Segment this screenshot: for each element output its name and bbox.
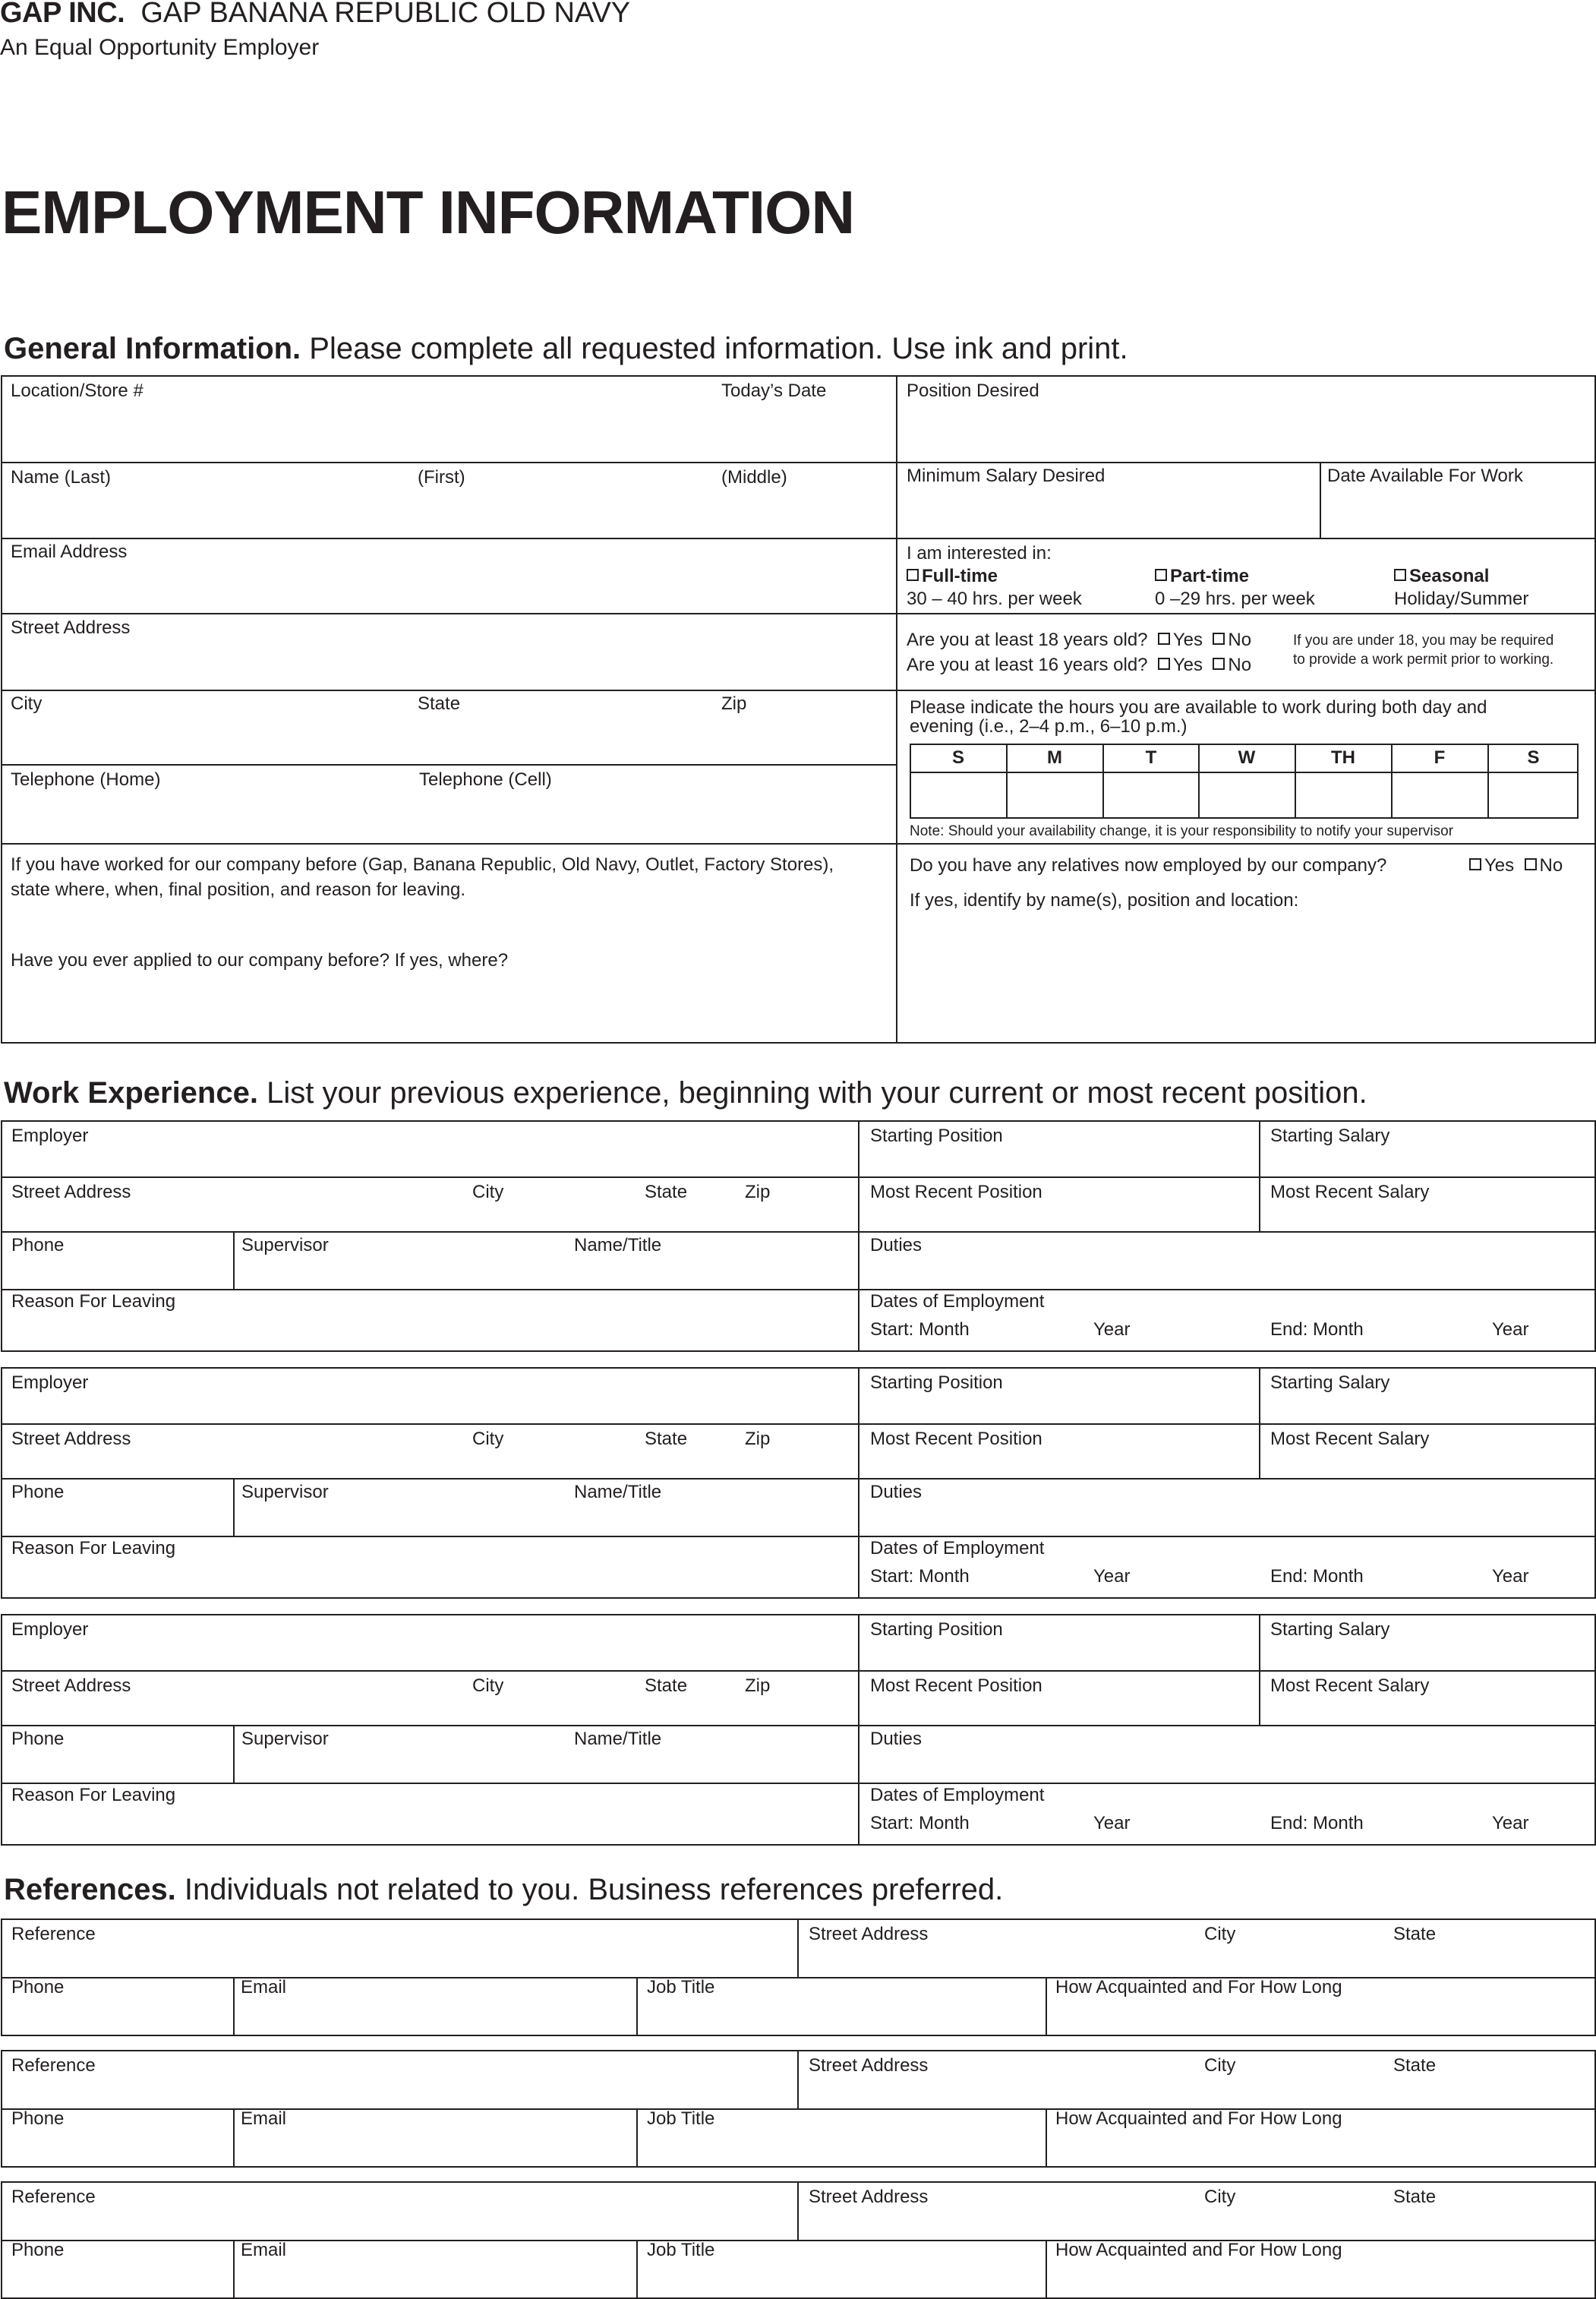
checkbox-icon[interactable] [1469, 858, 1481, 870]
supervisor-field[interactable]: Supervisor [241, 1482, 329, 1502]
hours-question-2: evening (i.e., 2–4 p.m., 6–10 p.m.) [910, 716, 1188, 737]
start-month-field[interactable]: Start: Month [870, 1566, 970, 1587]
date-available-field[interactable]: Date Available For Work [1327, 466, 1523, 486]
work-experience-block-1 [1, 1120, 1596, 1352]
location-store-field[interactable]: Location/Store # [11, 381, 144, 401]
checkbox-icon[interactable] [1213, 633, 1225, 645]
employer-field[interactable]: Employer [11, 1619, 89, 1640]
age-16-question: Are you at least 16 years old? Yes No [907, 655, 1252, 675]
reference-city-field[interactable]: City [1204, 1924, 1236, 1944]
email-field[interactable]: Email Address [11, 542, 128, 562]
name-last-field[interactable]: Name (Last) [11, 467, 112, 488]
worked-before-text-2: state where, when, final position, and reason for leaving. [11, 879, 466, 900]
telephone-home-field[interactable]: Telephone (Home) [11, 769, 161, 790]
employer-field[interactable]: Employer [11, 1372, 89, 1393]
checkbox-icon [1394, 569, 1406, 581]
name-title-field[interactable]: Name/Title [574, 1235, 662, 1255]
day-wednesday: W [1238, 747, 1256, 768]
page-title: EMPLOYMENT INFORMATION [2, 178, 855, 246]
references-heading [4, 1873, 1003, 1907]
seasonal-checkbox[interactable]: Seasonal [1394, 566, 1489, 587]
position-desired-field[interactable]: Position Desired [907, 381, 1039, 401]
day-friday: F [1434, 747, 1446, 768]
age-note-2: to provide a work permit prior to working. [1293, 652, 1554, 668]
duties-field[interactable]: Duties [870, 1482, 923, 1502]
relatives-question: Do you have any relatives now employed by our company? [910, 855, 1387, 876]
start-month-field[interactable]: Start: Month [870, 1813, 970, 1833]
age-18-question: Are you at least 18 years old? Yes No [907, 630, 1252, 650]
equal-opportunity-text: An Equal Opportunity Employer [0, 35, 320, 60]
name-title-field[interactable]: Name/Title [574, 1729, 662, 1749]
end-year-field[interactable]: Year [1492, 1813, 1529, 1833]
name-first-field[interactable]: (First) [418, 467, 465, 488]
starting-salary-field[interactable]: Starting Salary [1270, 1372, 1390, 1393]
end-month-field[interactable]: End: Month [1270, 1566, 1364, 1587]
day-sunday: S [951, 747, 964, 768]
hours-question-1: Please indicate the hours you are available to work during both day and [910, 697, 1487, 718]
references-heading-rest: Individuals not related to you. Business references preferred. [175, 1873, 1004, 1906]
reason-leaving-field[interactable]: Reason For Leaving [11, 1291, 176, 1312]
work-state-field[interactable]: State [645, 1675, 688, 1696]
work-street-field[interactable]: Street Address [11, 1675, 131, 1696]
work-phone-field[interactable]: Phone [11, 1729, 65, 1749]
work-experience-block-2 [1, 1367, 1596, 1599]
city-field[interactable]: City [11, 693, 43, 714]
worked-before-text-1: If you have worked for our company before (Gap, Banana Republic, Old Navy, Outlet, Factory Stores), [11, 854, 834, 875]
general-heading-bold: General Information. [4, 332, 301, 365]
work-street-field[interactable]: Street Address [11, 1429, 131, 1449]
recent-salary-field[interactable]: Most Recent Salary [1270, 1429, 1430, 1449]
reference-street-field[interactable]: Street Address [809, 2055, 929, 2076]
day-tuesday: T [1145, 747, 1157, 768]
dates-employment-label: Dates of Employment [870, 1785, 1045, 1805]
full-time-hours: 30 – 40 hrs. per week [907, 589, 1082, 609]
brand-sub: GAP BANANA REPUBLIC OLD NAVY [140, 0, 631, 29]
brand-main: GAP INC. [0, 0, 125, 29]
employer-field[interactable]: Employer [11, 1126, 89, 1146]
work-experience-block-3 [1, 1614, 1596, 1846]
reference-email-field[interactable]: Email [241, 1977, 287, 1997]
part-time-checkbox[interactable]: Part-time [1155, 566, 1249, 587]
interested-in-label: I am interested in: [907, 543, 1052, 564]
work-experience-heading [4, 1076, 1367, 1110]
start-month-field[interactable]: Start: Month [870, 1319, 970, 1340]
zip-field[interactable]: Zip [721, 693, 747, 714]
brand-header [0, 0, 630, 30]
applied-before-text: Have you ever applied to our company before? If yes, where? [11, 950, 509, 971]
reference-job-title-field[interactable]: Job Title [647, 1977, 715, 1997]
checkbox-icon[interactable] [1525, 858, 1537, 870]
reference-city-field[interactable]: City [1204, 2055, 1236, 2076]
reference-acquainted-field[interactable]: How Acquainted and For How Long [1055, 2108, 1342, 2129]
min-salary-field[interactable]: Minimum Salary Desired [907, 466, 1106, 486]
day-saturday: S [1527, 747, 1540, 768]
reference-job-title-field[interactable]: Job Title [647, 2108, 715, 2129]
reference-email-field[interactable]: Email [241, 2240, 287, 2260]
name-middle-field[interactable]: (Middle) [721, 467, 787, 488]
name-title-field[interactable]: Name/Title [574, 1482, 662, 1502]
age-note-1: If you are under 18, you may be required [1293, 633, 1554, 649]
dates-employment-label: Dates of Employment [870, 1291, 1045, 1312]
reference-name-field[interactable]: Reference [11, 2055, 96, 2076]
duties-field[interactable]: Duties [870, 1235, 923, 1255]
reason-leaving-field[interactable]: Reason For Leaving [11, 1785, 176, 1805]
references-heading-bold: References. [4, 1873, 176, 1906]
state-field[interactable]: State [418, 693, 461, 714]
reference-name-field[interactable]: Reference [11, 1924, 96, 1944]
dates-employment-label: Dates of Employment [870, 1538, 1045, 1558]
part-time-hours: 0 –29 hrs. per week [1155, 589, 1315, 609]
work-city-field[interactable]: City [472, 1429, 504, 1449]
work-heading-bold: Work Experience. [4, 1076, 258, 1110]
starting-position-field[interactable]: Starting Position [870, 1126, 1003, 1146]
general-info-heading [4, 332, 1128, 366]
reference-acquainted-field[interactable]: How Acquainted and For How Long [1055, 1977, 1342, 1997]
work-street-field[interactable]: Street Address [11, 1182, 131, 1202]
work-city-field[interactable]: City [472, 1182, 504, 1202]
reference-acquainted-field[interactable]: How Acquainted and For How Long [1055, 2240, 1342, 2260]
hours-note: Note: Should your availability change, it is your responsibility to notify your supervisor [910, 823, 1454, 839]
start-year-field[interactable]: Year [1093, 1566, 1131, 1587]
reference-street-field[interactable]: Street Address [809, 1924, 929, 1944]
day-thursday: TH [1331, 747, 1355, 768]
work-state-field[interactable]: State [645, 1429, 688, 1449]
relatives-identify: If yes, identify by name(s), position and location: [910, 890, 1299, 911]
end-month-field[interactable]: End: Month [1270, 1319, 1364, 1340]
supervisor-field[interactable]: Supervisor [241, 1729, 329, 1749]
start-year-field[interactable]: Year [1093, 1813, 1131, 1833]
reference-street-field[interactable]: Street Address [809, 2187, 929, 2207]
work-heading-rest: List your previous experience, beginning with your current or most recent position. [257, 1076, 1367, 1110]
reference-email-field[interactable]: Email [241, 2108, 287, 2129]
start-year-field[interactable]: Year [1093, 1319, 1131, 1340]
seasonal-desc: Holiday/Summer [1394, 589, 1529, 609]
starting-position-field[interactable]: Starting Position [870, 1372, 1003, 1393]
todays-date-field[interactable]: Today’s Date [721, 381, 827, 401]
recent-salary-field[interactable]: Most Recent Salary [1270, 1182, 1430, 1202]
day-monday: M [1047, 747, 1062, 768]
recent-salary-field[interactable]: Most Recent Salary [1270, 1675, 1430, 1696]
street-address-field[interactable]: Street Address [11, 617, 131, 638]
work-phone-field[interactable]: Phone [11, 1235, 65, 1255]
reference-state-field[interactable]: State [1393, 2187, 1437, 2207]
reference-job-title-field[interactable]: Job Title [647, 2240, 715, 2260]
recent-position-field[interactable]: Most Recent Position [870, 1675, 1042, 1696]
starting-salary-field[interactable]: Starting Salary [1270, 1126, 1390, 1146]
checkbox-icon [1155, 569, 1167, 581]
reference-state-field[interactable]: State [1393, 2055, 1437, 2076]
duties-field[interactable]: Duties [870, 1729, 923, 1749]
checkbox-icon[interactable] [1158, 633, 1170, 645]
full-time-checkbox[interactable]: Full-time [907, 566, 998, 587]
reason-leaving-field[interactable]: Reason For Leaving [11, 1538, 176, 1558]
starting-position-field[interactable]: Starting Position [870, 1619, 1003, 1640]
work-state-field[interactable]: State [645, 1182, 688, 1202]
telephone-cell-field[interactable]: Telephone (Cell) [419, 769, 552, 790]
end-month-field[interactable]: End: Month [1270, 1813, 1364, 1833]
work-city-field[interactable]: City [472, 1675, 504, 1696]
reference-state-field[interactable]: State [1393, 1924, 1437, 1944]
reference-phone-field[interactable]: Phone [11, 1977, 65, 1997]
work-phone-field[interactable]: Phone [11, 1482, 65, 1502]
work-zip-field[interactable]: Zip [745, 1182, 771, 1202]
checkbox-icon[interactable] [1213, 658, 1225, 670]
end-year-field[interactable]: Year [1492, 1319, 1529, 1340]
reference-name-field[interactable]: Reference [11, 2187, 96, 2207]
general-heading-rest: Please complete all requested information. Use ink and print. [301, 332, 1128, 365]
recent-position-field[interactable]: Most Recent Position [870, 1429, 1042, 1449]
checkbox-icon [907, 569, 919, 581]
end-year-field[interactable]: Year [1492, 1566, 1529, 1587]
reference-phone-field[interactable]: Phone [11, 2240, 65, 2260]
starting-salary-field[interactable]: Starting Salary [1270, 1619, 1390, 1640]
recent-position-field[interactable]: Most Recent Position [870, 1182, 1042, 1202]
reference-city-field[interactable]: City [1204, 2187, 1236, 2207]
work-zip-field[interactable]: Zip [745, 1675, 771, 1696]
supervisor-field[interactable]: Supervisor [241, 1235, 329, 1255]
reference-phone-field[interactable]: Phone [11, 2108, 65, 2129]
checkbox-icon[interactable] [1158, 658, 1170, 670]
work-zip-field[interactable]: Zip [745, 1429, 771, 1449]
relatives-yes-no: Yes No [1469, 855, 1563, 876]
